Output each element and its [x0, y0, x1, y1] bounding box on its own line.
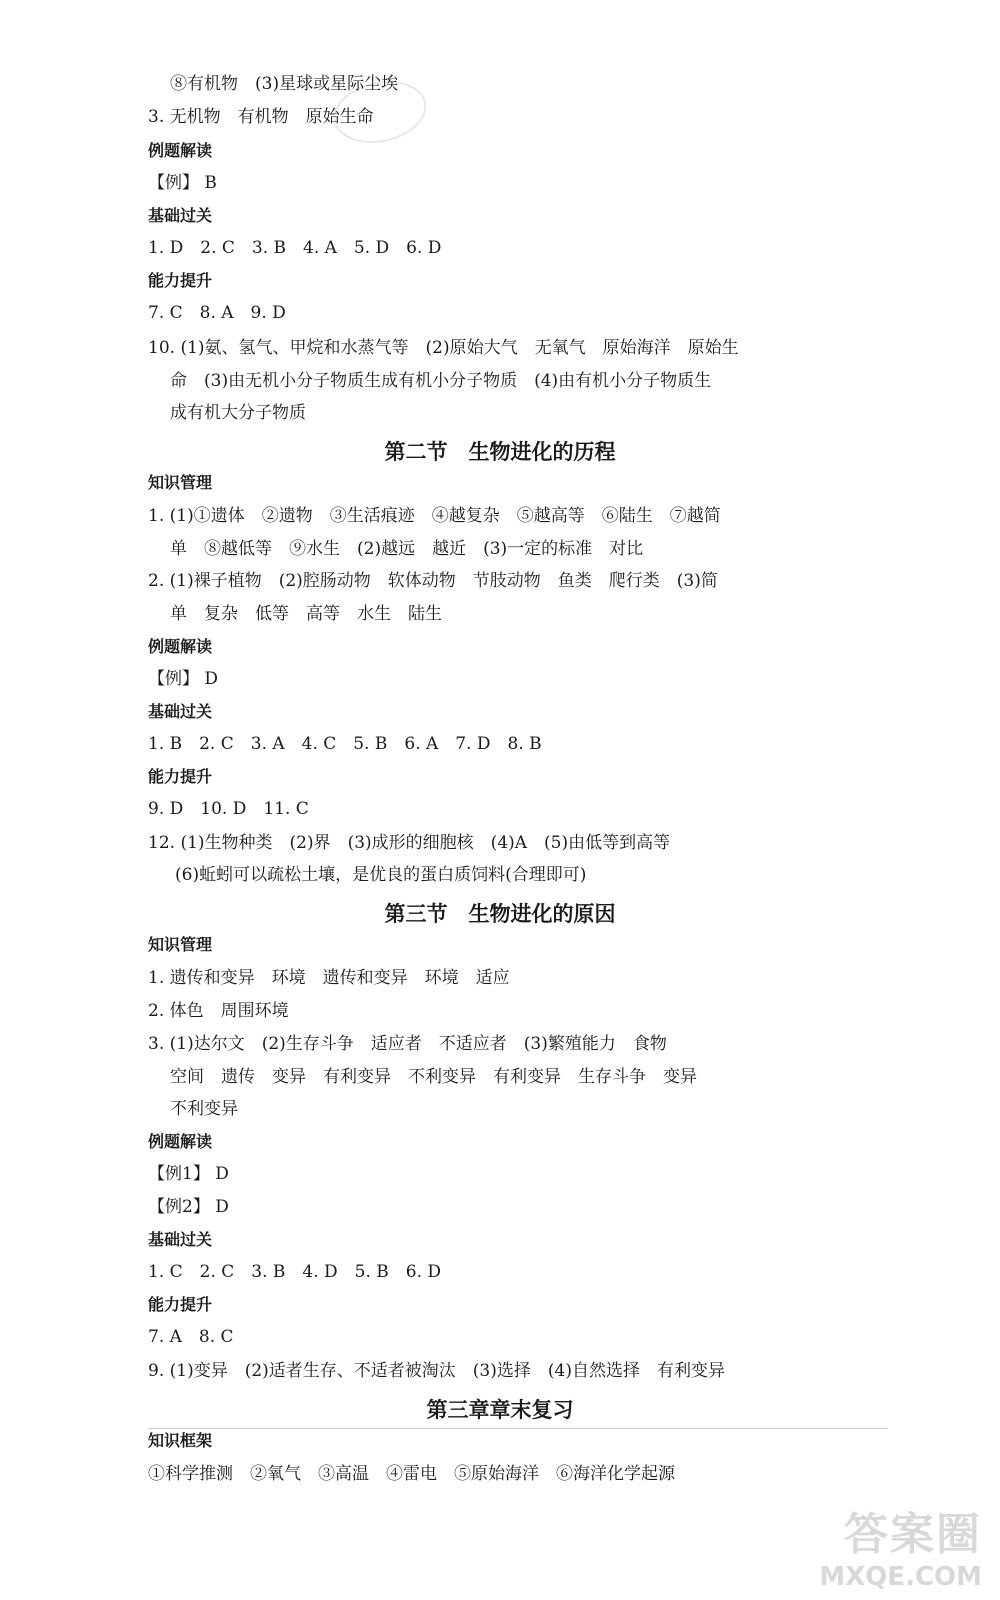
section-title: 第二节 生物进化的历程	[384, 440, 616, 464]
section-heading: 能力提升	[148, 767, 213, 786]
answer-line: 2. (1)裸子植物 (2)腔肠动物 软体动物 节肢动物 鱼类 爬行类 (3)简	[148, 571, 718, 591]
answer-line: 1. (1)①遗体 ②遗物 ③生活痕迹 ④越复杂 ⑤越高等 ⑥陆生 ⑦越简	[148, 506, 721, 526]
answer-line: 1. D 2. C 3. B 4. A 5. D 6. D	[148, 238, 442, 258]
answer-line: 12. (1)生物种类 (2)界 (3)成形的细胞核 (4)A (5)由低等到高等	[148, 833, 671, 853]
section-heading: 能力提升	[148, 271, 213, 290]
answer-line: 9. D 10. D 11. C	[148, 799, 309, 819]
answer-line: ①科学推测 ②氧气 ③高温 ④雷电 ⑤原始海洋 ⑥海洋化学起源	[148, 1464, 675, 1484]
section-heading: 知识管理	[148, 935, 213, 954]
divider	[148, 1428, 888, 1429]
watermark-url: MXQE.COM	[819, 1562, 982, 1592]
section-heading: 例题解读	[148, 637, 213, 656]
answer-line: 【例】 B	[148, 173, 217, 193]
answer-line: 9. (1)变异 (2)适者生存、不适者被淘汰 (3)选择 (4)自然选择 有利变异	[148, 1361, 725, 1381]
watermark-logo	[819, 1498, 982, 1592]
answer-line: 单 ⑧越低等 ⑨水生 (2)越远 越近 (3)一定的标准 对比	[170, 539, 644, 559]
section-heading: 知识管理	[148, 473, 213, 492]
section-heading: 基础过关	[148, 1230, 213, 1249]
answer-line: 1. 遗传和变异 环境 遗传和变异 环境 适应	[148, 968, 510, 988]
answer-line: 单 复杂 低等 高等 水生 陆生	[170, 604, 442, 624]
section-heading: 知识框架	[148, 1431, 213, 1450]
section-heading: 例题解读	[148, 1132, 213, 1151]
section-heading: 基础过关	[148, 702, 213, 721]
answer-line: 2. 体色 周围环境	[148, 1001, 289, 1021]
answer-line: 7. C 8. A 9. D	[148, 303, 286, 323]
section-heading: 基础过关	[148, 206, 213, 225]
section-heading: 能力提升	[148, 1295, 213, 1314]
answer-line: 命 (3)由无机小分子物质生成有机小分子物质 (4)由有机小分子物质生	[170, 371, 712, 391]
answer-line: 不利变异	[170, 1099, 238, 1119]
answer-line: 10. (1)氨、氢气、甲烷和水蒸气等 (2)原始大气 无氧气 原始海洋 原始生	[148, 338, 739, 358]
answer-line: 1. B 2. C 3. A 4. C 5. B 6. A 7. D 8. B	[148, 734, 542, 754]
answer-line: 【例1】 D	[148, 1164, 229, 1184]
answer-line: 【例】 D	[148, 669, 219, 689]
answer-line: 成有机大分子物质	[170, 403, 306, 423]
answer-line: 【例2】 D	[148, 1197, 229, 1217]
watermark-text: 答案圈	[844, 1509, 982, 1560]
section-title: 第三章章末复习	[426, 1398, 574, 1422]
answer-line: 1. C 2. C 3. B 4. D 5. B 6. D	[148, 1262, 442, 1282]
answer-line: 空间 遗传 变异 有利变异 不利变异 有利变异 生存斗争 变异	[170, 1067, 697, 1087]
answer-line: 3. (1)达尔文 (2)生存斗争 适应者 不适应者 (3)繁殖能力 食物	[148, 1034, 667, 1054]
answer-line: (6)蚯蚓可以疏松土壤，是优良的蛋白质饲料(合理即可)	[175, 865, 587, 885]
section-heading: 例题解读	[148, 141, 213, 160]
answer-line: ⑧有机物 (3)星球或星际尘埃	[170, 74, 399, 94]
answer-line: 7. A 8. C	[148, 1327, 234, 1347]
answer-line: 3. 无机物 有机物 原始生命	[148, 107, 374, 127]
section-title: 第三节 生物进化的原因	[384, 902, 616, 926]
